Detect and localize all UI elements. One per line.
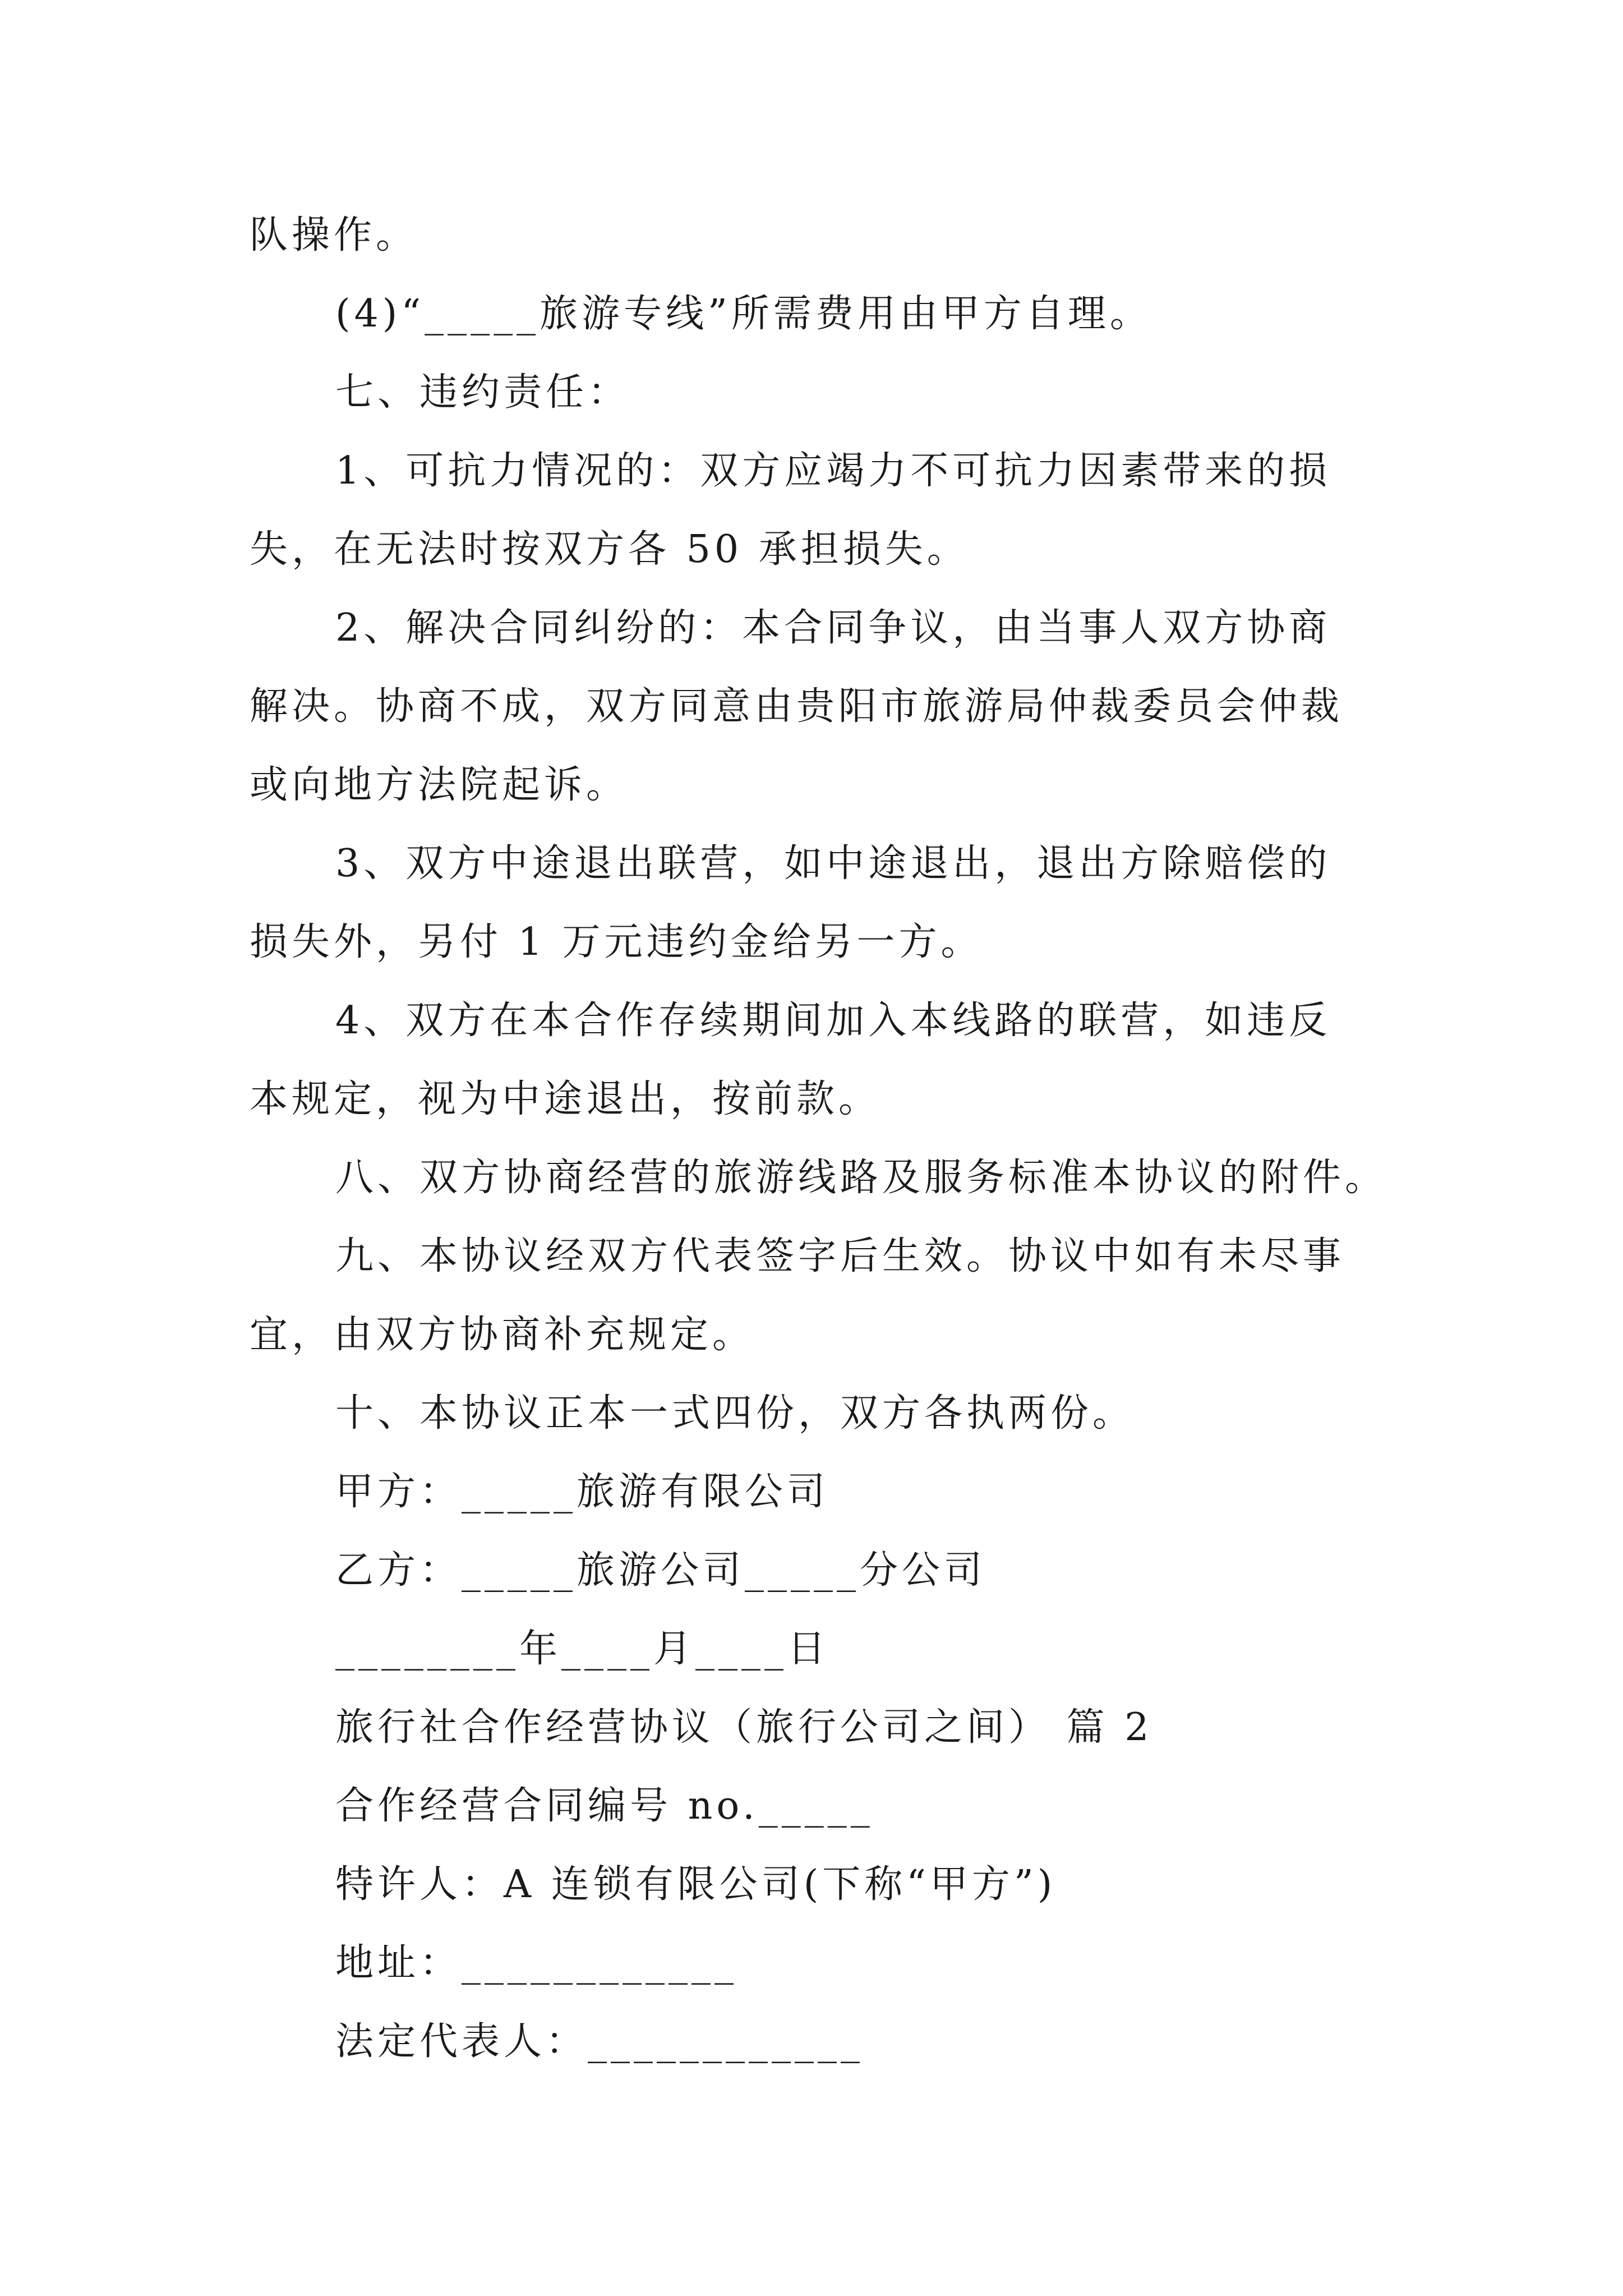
text-line: 解决。协商不成，双方同意由贵阳市旅游局仲裁委员会仲裁	[250, 684, 1344, 729]
text-line: 3、双方中途退出联营，如中途退出，退出方除赔偿的	[335, 841, 1331, 886]
party-b-line: 乙方：_____旅游公司_____分公司	[335, 1548, 986, 1593]
text-line: 八、双方协商经营的旅游线路及服务标准本协议的附件。	[335, 1156, 1387, 1200]
text-line: 九、本协议经双方代表签字后生效。协议中如有未尽事	[335, 1234, 1345, 1278]
document-title: 旅行社合作经营协议（旅行公司之间） 篇 2	[335, 1705, 1153, 1750]
text-line: 2、解决合同纠纷的：本合同争议，由当事人双方协商	[335, 606, 1331, 650]
text-line: 损失外，另付 1 万元违约金给另一方。	[250, 920, 983, 964]
legal-representative-line: 法定代表人：____________	[335, 2019, 864, 2064]
text-line: 宜，由双方协商补充规定。	[250, 1313, 755, 1357]
address-line: 地址：____________	[335, 1941, 738, 1985]
text-line: 失，在无法时按双方各 50 承担损失。	[250, 527, 969, 572]
section-heading: 七、违约责任：	[335, 370, 630, 415]
contract-number-line: 合作经营合同编号 no._____	[335, 1784, 874, 1828]
text-line: 1、可抗力情况的：双方应竭力不可抗力因素带来的损	[335, 449, 1331, 493]
party-a-line: 甲方：_____旅游有限公司	[335, 1470, 829, 1514]
text-line: 十、本协议正本一式四份，双方各执两份。	[335, 1391, 1135, 1435]
text-line: 4、双方在本合作存续期间加入本线路的联营，如违反	[335, 999, 1331, 1043]
text-line: 本规定，视为中途退出，按前款。	[250, 1077, 881, 1121]
text-line: 或向地方法院起诉。	[250, 763, 629, 807]
text-line: 队操作。	[250, 213, 418, 257]
franchisor-line: 特许人：A 连锁有限公司(下称“甲方”)	[335, 1862, 1057, 1907]
date-line: ________年____月____日	[335, 1627, 830, 1671]
text-line: (4)“_____旅游专线”所需费用由甲方自理。	[335, 292, 1152, 336]
